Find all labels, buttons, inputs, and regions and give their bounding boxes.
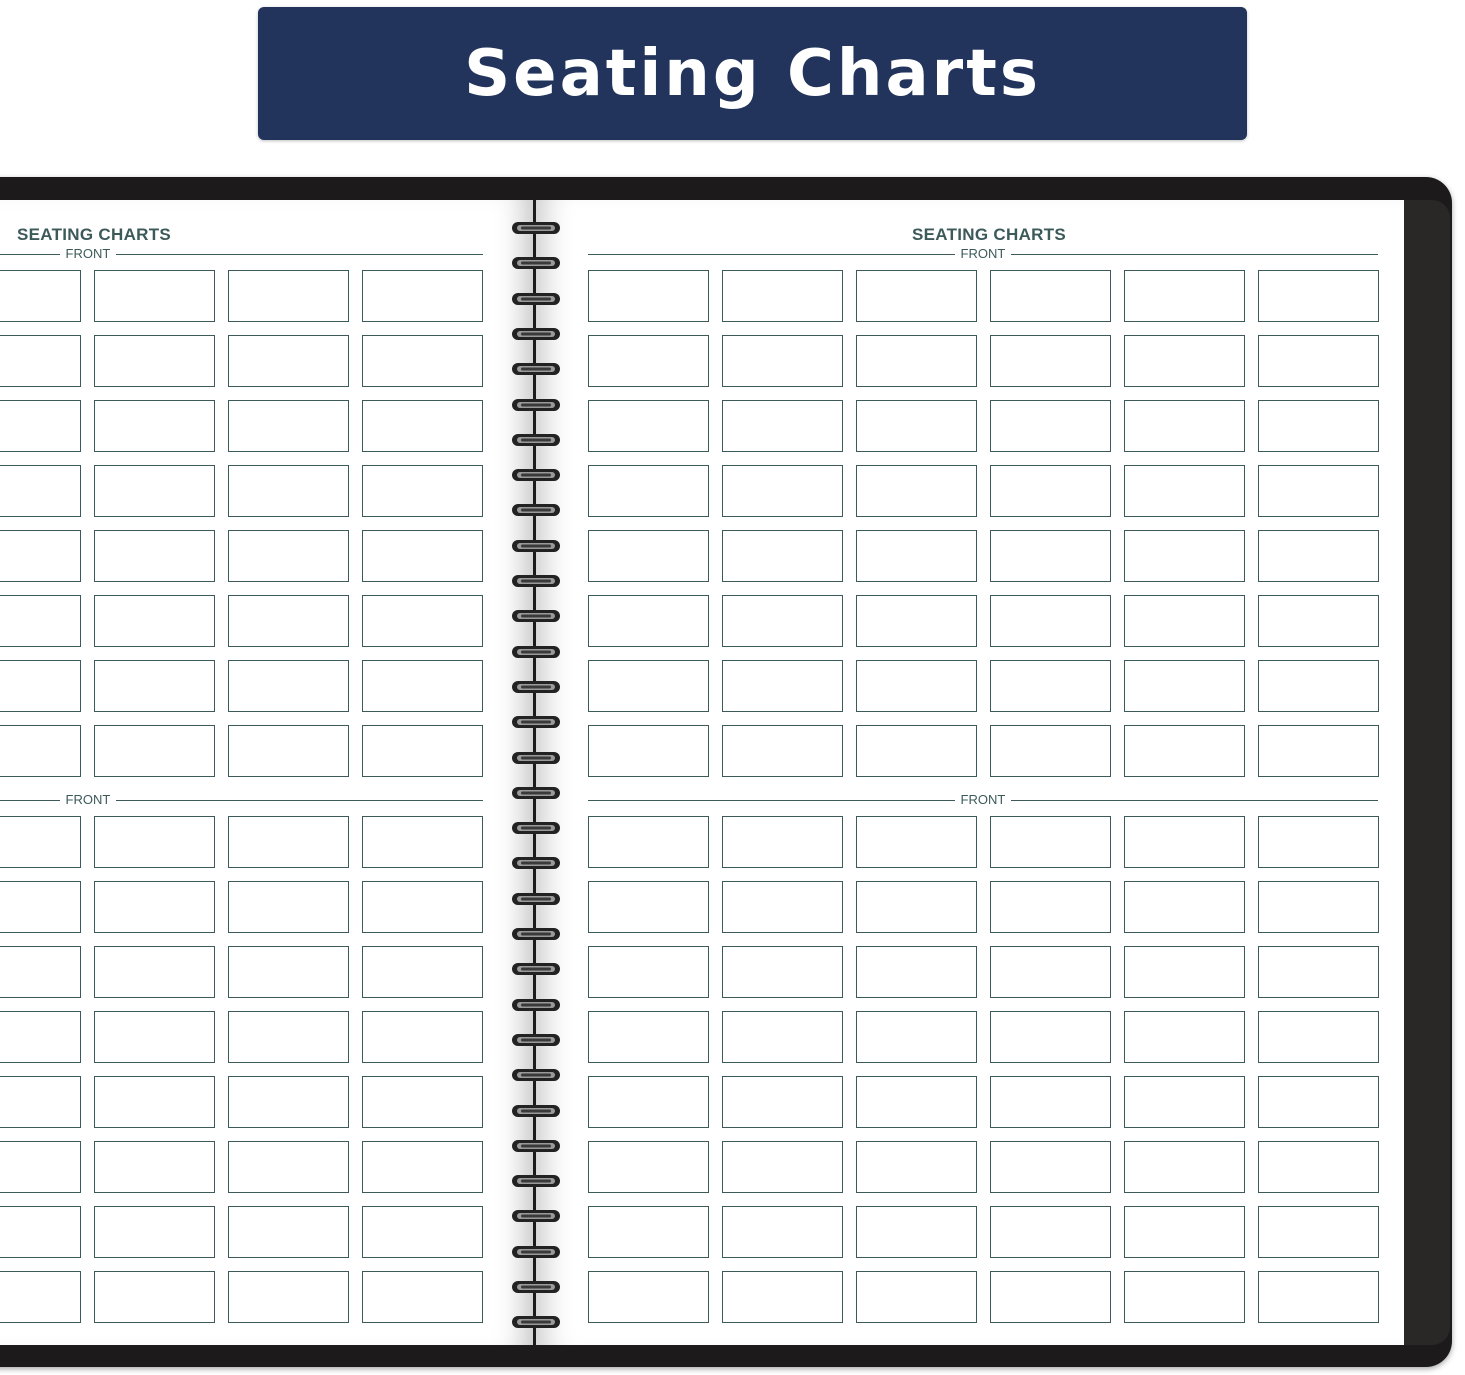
- seat-box[interactable]: [588, 1076, 709, 1128]
- seat-box[interactable]: [588, 1271, 709, 1323]
- seat-box[interactable]: [1258, 335, 1379, 387]
- seat-box[interactable]: [722, 1206, 843, 1258]
- seat-box[interactable]: [856, 725, 977, 777]
- seat-box[interactable]: [722, 946, 843, 998]
- seat-box[interactable]: [722, 400, 843, 452]
- seat-box[interactable]: [722, 595, 843, 647]
- seat-box[interactable]: [0, 1271, 81, 1323]
- seat-box[interactable]: [362, 400, 483, 452]
- seat-box[interactable]: [722, 1271, 843, 1323]
- seat-box[interactable]: [0, 816, 81, 868]
- seat-box[interactable]: [1124, 725, 1245, 777]
- seat-box[interactable]: [1258, 881, 1379, 933]
- seat-box[interactable]: [228, 816, 349, 868]
- seat-box[interactable]: [0, 660, 81, 712]
- page-title: SEATING CHARTS: [17, 225, 172, 244]
- seat-box[interactable]: [1258, 725, 1379, 777]
- seat-box[interactable]: [362, 270, 483, 322]
- seat-box[interactable]: [856, 595, 977, 647]
- front-label: FRONT: [955, 246, 1012, 262]
- seat-box[interactable]: [228, 1206, 349, 1258]
- seat-box[interactable]: [0, 881, 81, 933]
- seat-box[interactable]: [722, 465, 843, 517]
- seat-box[interactable]: [228, 660, 349, 712]
- seat-box[interactable]: [94, 1271, 215, 1323]
- seat-box[interactable]: [228, 1271, 349, 1323]
- seat-box[interactable]: [0, 270, 81, 322]
- seat-box[interactable]: [1124, 1141, 1245, 1193]
- seat-box[interactable]: [0, 1076, 81, 1128]
- seat-box[interactable]: [856, 400, 977, 452]
- seat-box[interactable]: [588, 335, 709, 387]
- seat-box[interactable]: [990, 660, 1111, 712]
- front-label: FRONT: [60, 246, 117, 262]
- section-banner: [258, 7, 1247, 140]
- seat-box[interactable]: [856, 660, 977, 712]
- seat-box[interactable]: [1124, 1076, 1245, 1128]
- seat-box[interactable]: [362, 465, 483, 517]
- seat-box[interactable]: [94, 270, 215, 322]
- seat-box[interactable]: [990, 270, 1111, 322]
- seat-box[interactable]: [228, 881, 349, 933]
- seat-box[interactable]: [362, 660, 483, 712]
- seat-box[interactable]: [0, 335, 81, 387]
- front-label: FRONT: [60, 792, 117, 808]
- seat-box[interactable]: [722, 1141, 843, 1193]
- seat-box[interactable]: [588, 725, 709, 777]
- seat-box[interactable]: [362, 1076, 483, 1128]
- seat-box[interactable]: [1124, 881, 1245, 933]
- seat-box[interactable]: [1258, 1271, 1379, 1323]
- seat-box[interactable]: [990, 400, 1111, 452]
- seat-box[interactable]: [1258, 1076, 1379, 1128]
- seat-box[interactable]: [990, 595, 1111, 647]
- seat-box[interactable]: [94, 1076, 215, 1128]
- seat-box[interactable]: [362, 595, 483, 647]
- seat-box[interactable]: [990, 1076, 1111, 1128]
- seat-box[interactable]: [362, 946, 483, 998]
- seat-box[interactable]: [990, 1141, 1111, 1193]
- seat-box[interactable]: [1258, 400, 1379, 452]
- seat-box[interactable]: [1258, 660, 1379, 712]
- seat-box[interactable]: [588, 946, 709, 998]
- seat-box[interactable]: [722, 1076, 843, 1128]
- seat-box[interactable]: [1124, 1271, 1245, 1323]
- seat-box[interactable]: [722, 270, 843, 322]
- cover-edge: [1404, 200, 1450, 1345]
- seat-box[interactable]: [722, 530, 843, 582]
- seat-box[interactable]: [94, 725, 215, 777]
- seat-box[interactable]: [1124, 270, 1245, 322]
- seat-box[interactable]: [588, 816, 709, 868]
- seat-box[interactable]: [990, 1011, 1111, 1063]
- seat-box[interactable]: [362, 530, 483, 582]
- seat-box[interactable]: [0, 465, 81, 517]
- seat-box[interactable]: [362, 881, 483, 933]
- seat-box[interactable]: [0, 946, 81, 998]
- seat-box[interactable]: [722, 816, 843, 868]
- seat-box[interactable]: [990, 530, 1111, 582]
- seat-box[interactable]: [856, 335, 977, 387]
- seat-box[interactable]: [722, 725, 843, 777]
- banner-title: Seating Charts: [464, 36, 1041, 111]
- seat-box[interactable]: [722, 1011, 843, 1063]
- seat-box[interactable]: [856, 1271, 977, 1323]
- seat-box[interactable]: [856, 1206, 977, 1258]
- seat-box[interactable]: [1258, 1206, 1379, 1258]
- seat-box[interactable]: [990, 881, 1111, 933]
- seat-box[interactable]: [94, 530, 215, 582]
- seat-box[interactable]: [94, 465, 215, 517]
- seat-box[interactable]: [856, 530, 977, 582]
- seat-box[interactable]: [362, 1271, 483, 1323]
- seat-box[interactable]: [0, 725, 81, 777]
- front-label: FRONT: [955, 792, 1012, 808]
- seat-box[interactable]: [1124, 400, 1245, 452]
- seat-box[interactable]: [362, 816, 483, 868]
- seat-box[interactable]: [990, 335, 1111, 387]
- seat-box[interactable]: [94, 1011, 215, 1063]
- seat-box[interactable]: [588, 881, 709, 933]
- seat-box[interactable]: [722, 660, 843, 712]
- seat-box[interactable]: [1124, 946, 1245, 998]
- seat-box[interactable]: [362, 335, 483, 387]
- right-page: [536, 200, 1404, 1345]
- seat-box[interactable]: [0, 1206, 81, 1258]
- seat-box[interactable]: [588, 1011, 709, 1063]
- seat-box[interactable]: [1258, 816, 1379, 868]
- seat-box[interactable]: [1258, 465, 1379, 517]
- seat-box[interactable]: [990, 816, 1111, 868]
- seat-box[interactable]: [856, 946, 977, 998]
- seat-box[interactable]: [990, 1271, 1111, 1323]
- seat-box[interactable]: [722, 335, 843, 387]
- seat-box[interactable]: [94, 881, 215, 933]
- seat-box[interactable]: [990, 1206, 1111, 1258]
- seat-box[interactable]: [94, 595, 215, 647]
- seat-box[interactable]: [94, 335, 215, 387]
- seat-box[interactable]: [588, 595, 709, 647]
- seat-box[interactable]: [990, 725, 1111, 777]
- seat-box[interactable]: [0, 1141, 81, 1193]
- seat-box[interactable]: [94, 1206, 215, 1258]
- seat-box[interactable]: [1258, 1141, 1379, 1193]
- seat-box[interactable]: [588, 1206, 709, 1258]
- seat-box[interactable]: [856, 465, 977, 517]
- seat-box[interactable]: [228, 1076, 349, 1128]
- seat-box[interactable]: [1124, 595, 1245, 647]
- seat-box[interactable]: [94, 660, 215, 712]
- seat-box[interactable]: [856, 1011, 977, 1063]
- seat-box[interactable]: [588, 530, 709, 582]
- seat-box[interactable]: [0, 595, 81, 647]
- seat-box[interactable]: [588, 465, 709, 517]
- seat-box[interactable]: [362, 1011, 483, 1063]
- seat-box[interactable]: [228, 1141, 349, 1193]
- seat-box[interactable]: [362, 725, 483, 777]
- seat-box[interactable]: [1124, 1206, 1245, 1258]
- seat-box[interactable]: [856, 1141, 977, 1193]
- seat-box[interactable]: [1258, 530, 1379, 582]
- seat-box[interactable]: [362, 1206, 483, 1258]
- seat-box[interactable]: [1258, 946, 1379, 998]
- seat-box[interactable]: [228, 1011, 349, 1063]
- page-title: SEATING CHARTS: [912, 225, 1067, 244]
- seat-box[interactable]: [1124, 1011, 1245, 1063]
- seat-box[interactable]: [856, 270, 977, 322]
- seat-box[interactable]: [1124, 335, 1245, 387]
- seat-box[interactable]: [1258, 1011, 1379, 1063]
- seat-box[interactable]: [0, 530, 81, 582]
- seat-box[interactable]: [1124, 465, 1245, 517]
- seat-box[interactable]: [1258, 595, 1379, 647]
- seat-box[interactable]: [228, 335, 349, 387]
- seat-box[interactable]: [0, 1011, 81, 1063]
- seat-box[interactable]: [228, 400, 349, 452]
- seat-box[interactable]: [228, 465, 349, 517]
- seat-box[interactable]: [1258, 270, 1379, 322]
- seat-box[interactable]: [228, 946, 349, 998]
- seat-box[interactable]: [1124, 530, 1245, 582]
- seat-box[interactable]: [588, 270, 709, 322]
- seat-box[interactable]: [0, 400, 81, 452]
- seat-box[interactable]: [990, 946, 1111, 998]
- seat-box[interactable]: [94, 1141, 215, 1193]
- seat-box[interactable]: [588, 660, 709, 712]
- seat-box[interactable]: [588, 1141, 709, 1193]
- seat-box[interactable]: [990, 465, 1111, 517]
- left-page: [0, 200, 533, 1345]
- seat-box[interactable]: [94, 400, 215, 452]
- seat-box[interactable]: [856, 816, 977, 868]
- seat-box[interactable]: [1124, 816, 1245, 868]
- seat-box[interactable]: [722, 881, 843, 933]
- seat-box[interactable]: [856, 1076, 977, 1128]
- seat-box[interactable]: [228, 530, 349, 582]
- seat-box[interactable]: [588, 400, 709, 452]
- seat-box[interactable]: [1124, 660, 1245, 712]
- seat-box[interactable]: [94, 946, 215, 998]
- seat-box[interactable]: [362, 1141, 483, 1193]
- seat-box[interactable]: [228, 725, 349, 777]
- seat-box[interactable]: [94, 816, 215, 868]
- seat-box[interactable]: [228, 270, 349, 322]
- seat-box[interactable]: [228, 595, 349, 647]
- seat-box[interactable]: [856, 881, 977, 933]
